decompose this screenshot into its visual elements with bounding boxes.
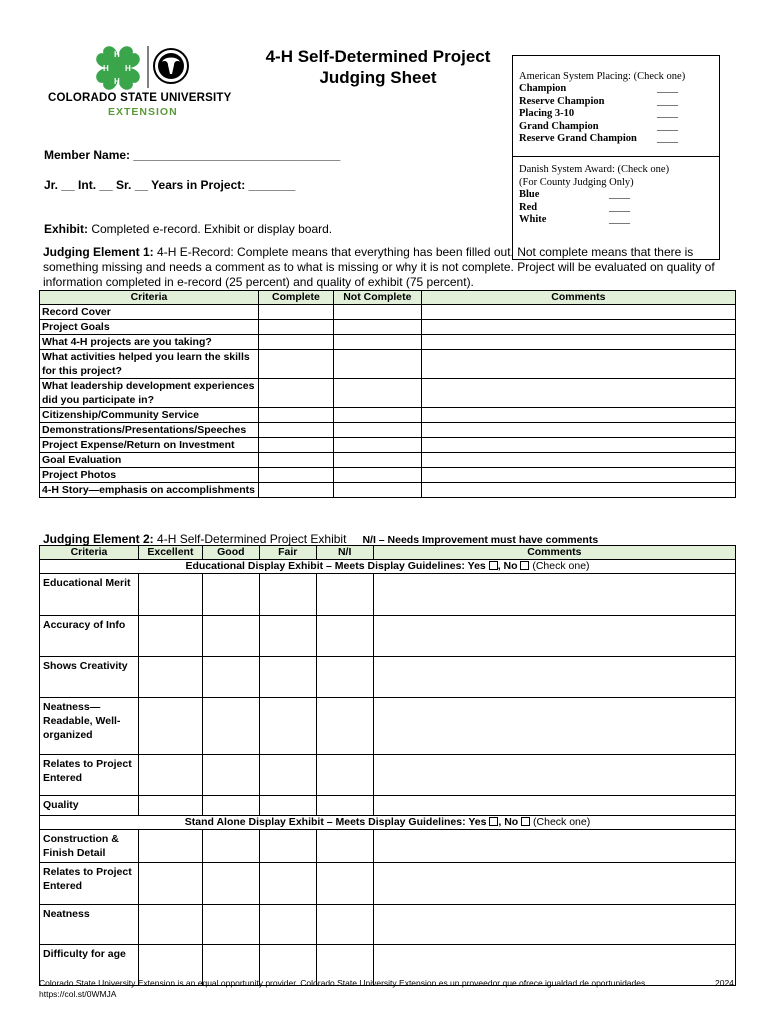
extension-label: EXTENSION xyxy=(108,106,178,118)
criteria-cell: 4-H Story—emphasis on accomplishments xyxy=(40,483,259,498)
ni-cell[interactable] xyxy=(316,830,373,863)
table-row xyxy=(40,905,736,945)
section-yes-label: Stand Alone Display Exhibit – Meets Display Guidelines: Yes xyxy=(184,816,490,828)
good-cell[interactable] xyxy=(202,830,259,863)
comments-cell[interactable] xyxy=(421,379,735,408)
not-complete-cell[interactable] xyxy=(333,350,421,379)
danish-award-row xyxy=(519,214,719,227)
comments-cell[interactable] xyxy=(421,305,735,320)
criteria-cell: Relates to Project Entered xyxy=(40,755,139,796)
comments-cell[interactable] xyxy=(421,438,735,453)
ni-cell[interactable] xyxy=(316,616,373,657)
excellent-cell[interactable] xyxy=(138,863,202,905)
not-complete-cell[interactable] xyxy=(333,438,421,453)
american-placing-row xyxy=(519,83,719,96)
table-row xyxy=(40,350,736,379)
american-placing-row xyxy=(519,133,719,146)
je1-label: Judging Element 1: xyxy=(43,245,154,259)
criteria-cell: Educational Merit xyxy=(40,574,139,616)
award-label: Red xyxy=(519,201,538,213)
placing-blank[interactable]: ____ xyxy=(657,108,678,119)
placing-label: Reserve Champion xyxy=(519,95,605,107)
fair-cell[interactable] xyxy=(259,616,316,657)
exhibit-line xyxy=(44,222,332,236)
header-excellent: Excellent xyxy=(138,546,202,560)
not-complete-cell[interactable] xyxy=(333,305,421,320)
header-comments: Comments xyxy=(421,291,735,305)
no-checkbox[interactable] xyxy=(521,817,530,826)
american-placing-section xyxy=(513,56,719,157)
svg-text:H: H xyxy=(125,64,131,73)
fair-cell[interactable] xyxy=(259,863,316,905)
complete-cell[interactable] xyxy=(258,483,333,498)
excellent-cell[interactable] xyxy=(138,796,202,816)
criteria-cell: Project Expense/Return on Investment xyxy=(40,438,259,453)
fair-cell[interactable] xyxy=(259,905,316,945)
not-complete-cell[interactable] xyxy=(333,335,421,350)
title-line-1: 4-H Self-Determined Project xyxy=(265,47,491,66)
table-row xyxy=(40,408,736,423)
fair-cell[interactable] xyxy=(259,830,316,863)
comments-cell[interactable] xyxy=(373,830,735,863)
award-blank[interactable]: ____ xyxy=(609,189,630,200)
stand-alone-display-section xyxy=(40,816,736,830)
footer-year: 2024 xyxy=(715,978,734,988)
table-row xyxy=(40,830,736,863)
excellent-cell[interactable] xyxy=(138,755,202,796)
not-complete-cell[interactable] xyxy=(333,408,421,423)
je2-note: N/I – Needs Improvement must have comments xyxy=(362,534,599,546)
good-cell[interactable] xyxy=(202,863,259,905)
not-complete-cell[interactable] xyxy=(333,423,421,438)
danish-award-header: Danish System Award: (Check one) xyxy=(519,164,670,175)
comments-cell[interactable] xyxy=(421,335,735,350)
excellent-cell[interactable] xyxy=(138,830,202,863)
danish-award-subheader: (For County Judging Only) xyxy=(519,177,634,188)
ni-cell[interactable] xyxy=(316,698,373,755)
criteria-cell: Quality xyxy=(40,796,139,816)
excellent-cell[interactable] xyxy=(138,905,202,945)
criteria-cell: Relates to Project Entered xyxy=(40,863,139,905)
comments-cell[interactable] xyxy=(373,698,735,755)
award-label: White xyxy=(519,214,547,225)
award-blank[interactable]: ____ xyxy=(609,214,630,225)
good-cell[interactable] xyxy=(202,657,259,698)
exhibit-text: Completed e-record. Exhibit or display board. xyxy=(88,222,333,236)
complete-cell[interactable] xyxy=(258,350,333,379)
fair-cell[interactable] xyxy=(259,698,316,755)
criteria-cell: Construction & Finish Detail xyxy=(40,830,139,863)
table-row xyxy=(40,698,736,755)
table-row xyxy=(40,657,736,698)
footer-text: Colorado State University Extension is an equal opportunity provider. Colorado State University Extension es un proveedor que ofrece igualdad de oportunidades. xyxy=(39,978,648,988)
table-row xyxy=(40,796,736,816)
criteria-cell: What leadership development experiences did you participate in? xyxy=(40,379,259,408)
table-row xyxy=(40,305,736,320)
je1-text: 4-H E-Record: Complete means that everything has been filled out. Not complete means that there is something missing and needs a comment as to what is missing or why it is not complete. Project will be evaluated on quality of information completed in e-record (25 percent) and quality of exhibit (75 percent). xyxy=(43,245,715,289)
complete-cell[interactable] xyxy=(258,320,333,335)
educational-display-section-cell xyxy=(40,560,736,574)
title-line-2: Judging Sheet xyxy=(319,68,437,87)
criteria-cell: Neatness xyxy=(40,905,139,945)
table-row xyxy=(40,438,736,453)
yes-checkbox[interactable] xyxy=(489,561,498,570)
not-complete-cell[interactable] xyxy=(333,483,421,498)
table-row xyxy=(40,423,736,438)
table-row xyxy=(40,379,736,408)
table-row xyxy=(40,863,736,905)
good-cell[interactable] xyxy=(202,698,259,755)
not-complete-cell[interactable] xyxy=(333,320,421,335)
stand-alone-display-section-cell xyxy=(40,816,736,830)
comments-cell[interactable] xyxy=(373,574,735,616)
complete-cell[interactable] xyxy=(258,438,333,453)
ni-cell[interactable] xyxy=(316,755,373,796)
table-row xyxy=(40,574,736,616)
complete-cell[interactable] xyxy=(258,423,333,438)
je2-label: Judging Element 2: xyxy=(43,532,154,546)
header-comments: Comments xyxy=(373,546,735,560)
comments-cell[interactable] xyxy=(421,350,735,379)
criteria-cell: Shows Creativity xyxy=(40,657,139,698)
placing-label: Placing 3-10 xyxy=(519,108,575,119)
table-row xyxy=(40,335,736,350)
university-name: COLORADO STATE UNIVERSITY xyxy=(48,92,232,104)
fair-cell[interactable] xyxy=(259,796,316,816)
header-ni: N/I xyxy=(316,546,373,560)
fair-cell[interactable] xyxy=(259,574,316,616)
csu-extension-logo xyxy=(48,44,240,120)
comments-cell[interactable] xyxy=(421,408,735,423)
placing-label: Reserve Grand Champion xyxy=(519,133,637,144)
judging-element-1-description xyxy=(43,245,743,290)
fair-cell[interactable] xyxy=(259,755,316,796)
danish-award-row xyxy=(519,202,719,215)
criteria-cell: Goal Evaluation xyxy=(40,453,259,468)
section-no-label: , No xyxy=(497,560,521,572)
placing-label: Champion xyxy=(519,83,567,94)
criteria-cell: What 4-H projects are you taking? xyxy=(40,335,259,350)
member-name-field[interactable]: Member Name: _______________________________ xyxy=(44,148,341,162)
ni-cell[interactable] xyxy=(316,574,373,616)
placing-award-box xyxy=(512,55,720,260)
complete-cell[interactable] xyxy=(258,305,333,320)
good-cell[interactable] xyxy=(202,574,259,616)
complete-cell[interactable] xyxy=(258,335,333,350)
placing-blank[interactable]: ____ xyxy=(657,95,678,107)
ni-cell[interactable] xyxy=(316,657,373,698)
division-years-field[interactable]: Jr. __ Int. __ Sr. __ Years in Project: _______ xyxy=(44,178,296,192)
american-placing-header: American System Placing: (Check one) xyxy=(519,71,686,82)
comments-cell[interactable] xyxy=(421,453,735,468)
je2-text: 4-H Self-Determined Project Exhibit xyxy=(153,532,347,546)
comments-cell[interactable] xyxy=(373,755,735,796)
judging-element-1-table xyxy=(39,290,736,498)
ni-cell[interactable] xyxy=(316,905,373,945)
table-row xyxy=(40,616,736,657)
comments-cell[interactable] xyxy=(373,863,735,905)
svg-text:H: H xyxy=(114,77,120,86)
comments-cell[interactable] xyxy=(421,468,735,483)
criteria-cell: Demonstrations/Presentations/Speeches xyxy=(40,423,259,438)
header-complete: Complete xyxy=(258,291,333,305)
placing-blank[interactable]: ____ xyxy=(657,133,678,144)
complete-cell[interactable] xyxy=(258,453,333,468)
exhibit-label: Exhibit: xyxy=(44,222,88,236)
ni-cell[interactable] xyxy=(316,796,373,816)
not-complete-cell[interactable] xyxy=(333,468,421,483)
excellent-cell[interactable] xyxy=(138,574,202,616)
award-blank[interactable]: ____ xyxy=(609,201,630,213)
criteria-cell: Citizenship/Community Service xyxy=(40,408,259,423)
table-header-row xyxy=(40,546,736,560)
placing-blank[interactable]: ____ xyxy=(657,83,678,94)
good-cell[interactable] xyxy=(202,755,259,796)
table-row xyxy=(40,320,736,335)
comments-cell[interactable] xyxy=(421,423,735,438)
american-placing-row xyxy=(519,96,719,109)
table-row xyxy=(40,483,736,498)
placing-blank[interactable]: ____ xyxy=(657,120,678,132)
header-not-complete: Not Complete xyxy=(333,291,421,305)
comments-cell[interactable] xyxy=(421,320,735,335)
footer-link[interactable]: https://col.st/0WMJA xyxy=(39,989,117,999)
criteria-cell: What activities helped you learn the skills for this project? xyxy=(40,350,259,379)
excellent-cell[interactable] xyxy=(138,698,202,755)
criteria-cell: Accuracy of Info xyxy=(40,616,139,657)
comments-cell[interactable] xyxy=(373,616,735,657)
placing-label: Grand Champion xyxy=(519,120,599,132)
criteria-cell: Project Goals xyxy=(40,320,259,335)
section-yes-label: Educational Display Exhibit – Meets Display Guidelines: Yes xyxy=(185,560,489,572)
4h-clover-logo-icon xyxy=(48,44,240,92)
award-label: Blue xyxy=(519,189,540,200)
comments-cell[interactable] xyxy=(373,905,735,945)
judging-element-2-heading xyxy=(43,532,598,546)
criteria-cell: Difficulty for age xyxy=(40,945,139,986)
page-title xyxy=(244,46,512,88)
fair-cell[interactable] xyxy=(259,657,316,698)
section-no-label: , No xyxy=(498,816,522,828)
footer xyxy=(39,978,739,1000)
complete-cell[interactable] xyxy=(258,468,333,483)
good-cell[interactable] xyxy=(202,905,259,945)
table-row xyxy=(40,453,736,468)
comments-cell[interactable] xyxy=(421,483,735,498)
header-criteria: Criteria xyxy=(40,546,139,560)
american-placing-row xyxy=(519,108,719,121)
criteria-cell: Neatness—Readable, Well-organized xyxy=(40,698,139,755)
excellent-cell[interactable] xyxy=(138,657,202,698)
table-row xyxy=(40,468,736,483)
excellent-cell[interactable] xyxy=(138,616,202,657)
good-cell[interactable] xyxy=(202,616,259,657)
danish-award-row xyxy=(519,189,719,202)
section-tail: (Check one) xyxy=(530,816,591,828)
header-fair: Fair xyxy=(259,546,316,560)
educational-display-section xyxy=(40,560,736,574)
danish-award-section xyxy=(513,157,719,227)
section-tail: (Check one) xyxy=(529,560,590,572)
yes-checkbox[interactable] xyxy=(489,817,498,826)
complete-cell[interactable] xyxy=(258,408,333,423)
table-row xyxy=(40,755,736,796)
judging-element-2-table xyxy=(39,545,736,986)
header-criteria: Criteria xyxy=(40,291,259,305)
not-complete-cell[interactable] xyxy=(333,453,421,468)
svg-text:H: H xyxy=(103,64,109,73)
american-placing-row xyxy=(519,121,719,134)
comments-cell[interactable] xyxy=(373,657,735,698)
comments-cell[interactable] xyxy=(373,796,735,816)
header-good: Good xyxy=(202,546,259,560)
ni-cell[interactable] xyxy=(316,863,373,905)
criteria-cell: Record Cover xyxy=(40,305,259,320)
svg-text:H: H xyxy=(114,50,120,59)
good-cell[interactable] xyxy=(202,796,259,816)
criteria-cell: Project Photos xyxy=(40,468,259,483)
complete-cell[interactable] xyxy=(258,379,333,408)
table-header-row xyxy=(40,291,736,305)
not-complete-cell[interactable] xyxy=(333,379,421,408)
